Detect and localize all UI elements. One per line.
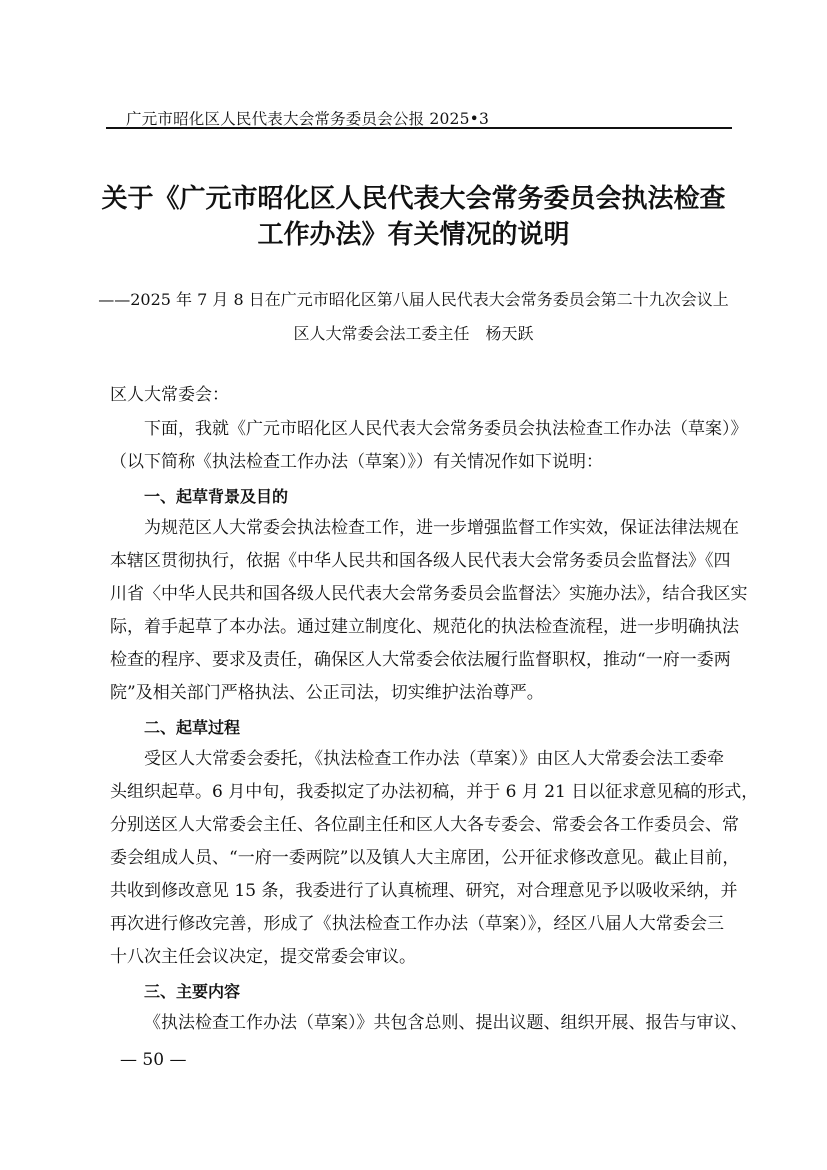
paragraph-line: 《执法检查工作办法（草案）》共包含总则、提出议题、组织开展、报告与审议、 xyxy=(144,1013,748,1033)
document-title-line-1: 关于《广元市昭化区人民代表大会常务委员会执法检查 xyxy=(101,184,726,214)
paragraph-line: 头组织起草。6 月中旬，我委拟定了办法初稿，并于 6 月 21 日以征求意见稿的形式， xyxy=(110,782,759,802)
paragraph-line: 为规范区人大常委会执法检查工作，进一步增强监督工作实效，保证法律法规在 xyxy=(144,518,739,538)
paragraph-line: 院”及相关部门严格执法、公正司法，切实维护法治尊严。 xyxy=(110,683,544,703)
document-title-line-2: 工作办法》有关情况的说明 xyxy=(257,220,570,250)
paragraph-line: 受区人大常委会委托，《执法检查工作办法（草案）》由区人大常委会法工委牵 xyxy=(144,749,724,769)
paragraph-line: 共收到修改意见 15 条，我委进行了认真梳理、研究，对合理意见予以吸收采纳，并 xyxy=(110,881,738,901)
section-heading-content: 三、主要内容 xyxy=(144,982,241,1001)
paragraph-line: 际，着手起草了本办法。通过建立制度化、规范化的执法检查流程，进一步明确执法 xyxy=(110,617,739,637)
page-number: — 50 — xyxy=(120,1050,187,1070)
intro-line: （以下简称《执法检查工作办法（草案）》）有关情况作如下说明： xyxy=(110,452,603,472)
paragraph-line: 再次进行修改完善，形成了《执法检查工作办法（草案）》，经区八届人大常委会三 xyxy=(110,914,724,934)
subtitle-occasion: ——2025 年 7 月 8 日在广元市昭化区第八届人民代表大会常务委员会第二十九次会议上 xyxy=(98,290,729,309)
salutation: 区人大常委会： xyxy=(110,385,229,405)
paragraph-line: 分别送区人大常委会主任、各位副主任和区人大各专委会、常委会各工作委员会、常 xyxy=(110,815,739,835)
subtitle-speaker: 区人大常委会法工委主任 杨天跃 xyxy=(293,324,534,343)
paragraph-line: 委会组成人员、“一府一委两院”以及镇人大主席团，公开征求修改意见。截止目前， xyxy=(110,848,740,868)
paragraph-line: 十八次主任会议决定，提交常委会审议。 xyxy=(110,947,416,967)
section-heading-background: 一、起草背景及目的 xyxy=(144,487,289,506)
paragraph-line: 本辖区贯彻执行，依据《中华人民共和国各级人民代表大会常务委员会监督法》《四 xyxy=(110,551,731,571)
section-heading-process: 二、起草过程 xyxy=(144,718,241,737)
intro-line: 下面，我就《广元市昭化区人民代表大会常务委员会执法检查工作办法（草案）》 xyxy=(144,419,748,439)
paragraph-line: 川省〈中华人民共和国各级人民代表大会常务委员会监督法〉实施办法》，结合我区实 xyxy=(110,584,748,604)
bulletin-header: 广元市昭化区人民代表大会常务委员会公报 2025•3 xyxy=(126,110,490,128)
paragraph-line: 检查的程序、要求及责任，确保区人大常委会依法履行监督职权，推动“一府一委两 xyxy=(110,650,731,670)
header-rule xyxy=(106,127,732,129)
